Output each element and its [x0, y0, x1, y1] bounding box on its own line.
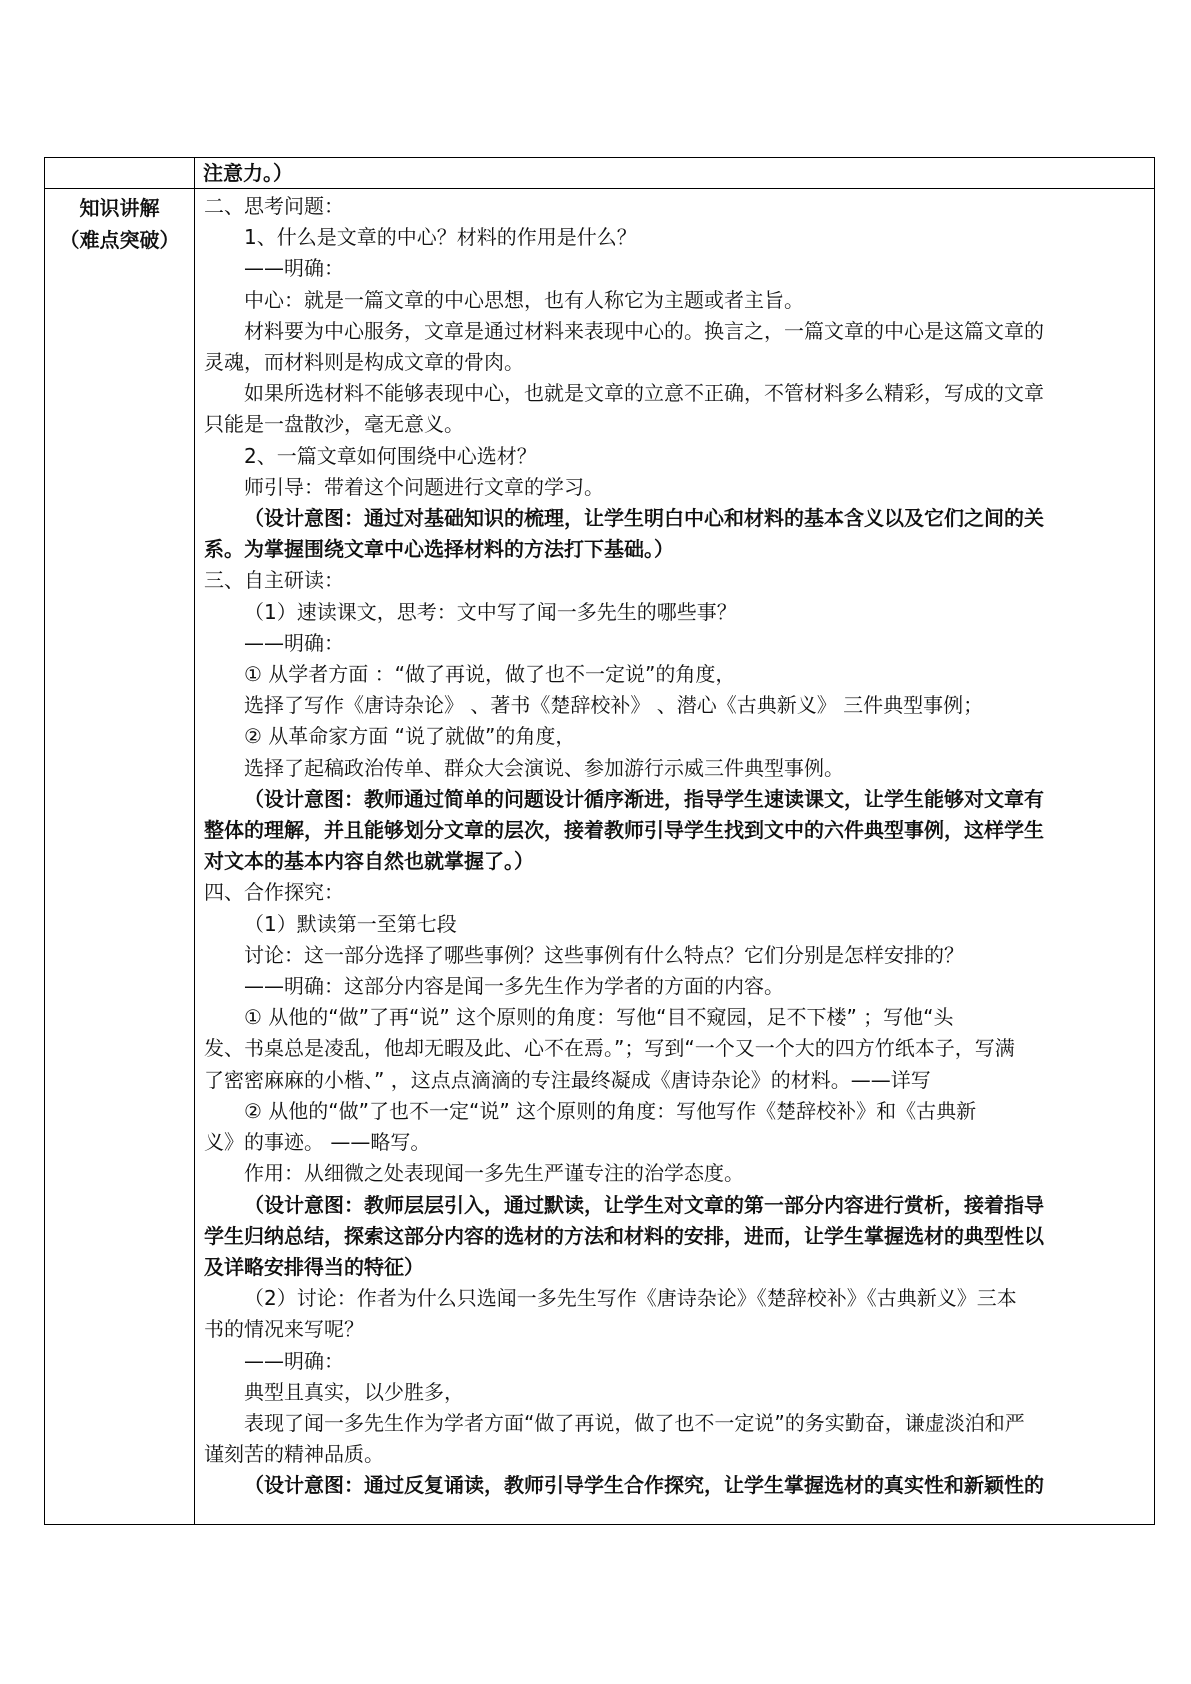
- content-line: ② 从革命家方面 “说了就做”的角度，: [244, 724, 576, 749]
- design-intent-line: 系。为掌握围绕文章中心选择材料的方法打下基础。）: [204, 537, 674, 562]
- content-line: 2、一篇文章如何围绕中心选材？: [244, 443, 537, 468]
- content-line: 只能是一盘散沙，毫无意义。: [204, 412, 464, 437]
- content-line: 典型且真实，以少胜多，: [244, 1379, 464, 1404]
- content-lines: [204, 191, 1148, 1502]
- design-intent-line: 对文本的基本内容自然也就掌握了。）: [204, 849, 534, 874]
- section-label-subtitle: （难点突破）: [59, 228, 180, 252]
- content-line: 四、合作探究：: [204, 880, 344, 905]
- lesson-plan-table: [44, 157, 1155, 1525]
- content-line: 表现了闻一多先生作为学者方面“做了再说，做了也不一定说”的务实勤奋，谦虚淡泊和严: [244, 1410, 1025, 1435]
- content-line: 材料要为中心服务，文章是通过材料来表现中心的。换言之，一篇文章的中心是这篇文章的: [244, 318, 1044, 343]
- content-line: 1、什么是文章的中心？材料的作用是什么？: [244, 225, 637, 250]
- empty-label-cell: [45, 158, 195, 189]
- design-intent-line: 学生归纳总结，探索这部分内容的选材的方法和材料的安排，进而，让学生掌握选材的典型性以: [204, 1223, 1044, 1248]
- content-line: ——明确：: [244, 256, 344, 281]
- design-intent-line: （设计意图：通过反复诵读，教师引导学生合作探究，让学生掌握选材的真实性和新颖性的: [244, 1473, 1044, 1498]
- content-line: 义》的事迹。 ——略写。: [204, 1130, 431, 1155]
- content-line: 作用：从细微之处表现闻一多先生严谨专注的治学态度。: [244, 1161, 744, 1186]
- design-intent-line: （设计意图：教师层层引入，通过默读，让学生对文章的第一部分内容进行赏析，接着指导: [244, 1192, 1044, 1217]
- content-cell: [195, 189, 1155, 1525]
- continued-text: 注意力。）: [203, 161, 293, 185]
- knowledge-row: [45, 189, 1155, 1525]
- content-line: ——明确：: [244, 1348, 344, 1373]
- content-line: ——明确：: [244, 630, 344, 655]
- content-line: 讨论：这一部分选择了哪些事例？这些事例有什么特点？它们分别是怎样安排的？: [244, 942, 964, 967]
- content-line: （1）默读第一至第七段: [244, 911, 457, 936]
- section-label-title: 知识讲解: [79, 196, 160, 220]
- content-line: 发、书桌总是凌乱，他却无暇及此、心不在焉。”；写到“一个又一个大的四方竹纸本子，写满: [204, 1036, 1015, 1061]
- continuation-row: [45, 158, 1155, 189]
- content-line: ——明确：这部分内容是闻一多先生作为学者的方面的内容。: [244, 974, 784, 999]
- continuation-cell: [195, 158, 1155, 189]
- design-intent-line: （设计意图：通过对基础知识的梳理，让学生明白中心和材料的基本含义以及它们之间的关: [244, 506, 1044, 531]
- content-line: 谨刻苦的精神品质。: [204, 1442, 384, 1467]
- design-intent-line: 及详略安排得当的特征）: [204, 1254, 424, 1279]
- content-line: 二、思考问题：: [204, 194, 344, 218]
- content-line: 师引导：带着这个问题进行文章的学习。: [244, 474, 604, 499]
- content-line: （2）讨论：作者为什么只选闻一多先生写作《唐诗杂论》《楚辞校补》《古典新义》三本: [244, 1286, 1017, 1311]
- content-line: ① 从他的“做”了再“说” 这个原则的角度：写他“目不窥园，足不下楼” ；写他“头: [244, 1005, 954, 1030]
- content-line: 如果所选材料不能够表现中心，也就是文章的立意不正确，不管材料多么精彩，写成的文章: [244, 381, 1044, 406]
- content-line: 书的情况来写呢？: [204, 1317, 364, 1342]
- content-line: 了密密麻麻的小楷、” ，这点点滴滴的专注最终凝成《唐诗杂论》的材料。——详写: [204, 1067, 931, 1092]
- content-line: ① 从学者方面 ：“做了再说，做了也不一定说”的角度，: [244, 662, 736, 687]
- design-intent-line: 整体的理解，并且能够划分文章的层次，接着教师引导学生找到文中的六件典型事例，这样学生: [204, 818, 1044, 843]
- content-line: 选择了写作《唐诗杂论》 、著书《楚辞校补》 、潜心《古典新义》 三件典型事例；: [244, 693, 984, 718]
- section-label-cell: [45, 189, 195, 1525]
- content-line: （1）速读课文，思考：文中写了闻一多先生的哪些事？: [244, 599, 737, 624]
- content-line: 中心：就是一篇文章的中心思想，也有人称它为主题或者主旨。: [244, 287, 804, 312]
- content-line: 灵魂，而材料则是构成文章的骨肉。: [204, 350, 524, 375]
- design-intent-line: （设计意图：教师通过简单的问题设计循序渐进，指导学生速读课文，让学生能够对文章有: [244, 786, 1044, 811]
- content-line: 三、自主研读：: [204, 568, 344, 593]
- content-line: 选择了起稿政治传单、群众大会演说、参加游行示威三件典型事例。: [244, 755, 844, 780]
- content-line: ② 从他的“做”了也不一定“说” 这个原则的角度：写他写作《楚辞校补》和《古典新: [244, 1098, 977, 1123]
